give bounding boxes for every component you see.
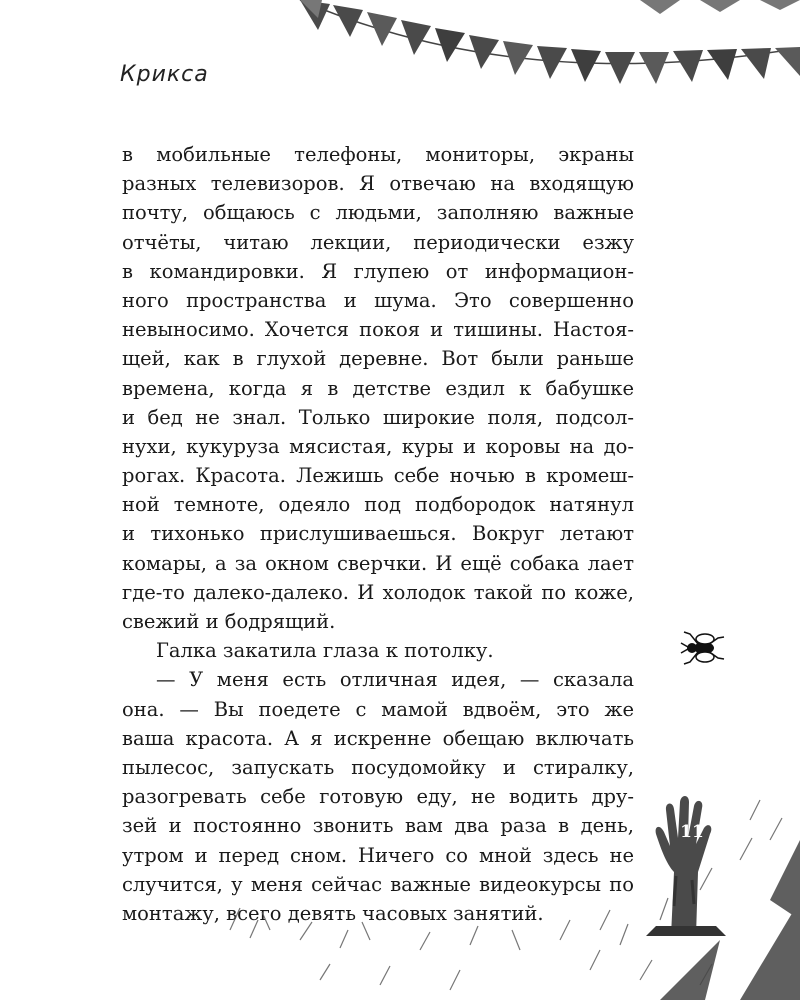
text-line: зей и постоянно звонить вам два раза в день, [122,814,634,838]
text-line: и бед не знал. Только широкие поля, подсол- [122,405,634,429]
text-line: времена, когда я в детстве ездил к бабушке [122,376,634,400]
text-line: нухи, кукуруза мясистая, куры и коровы на до- [122,434,634,458]
text-line: отчёты, читаю лекции, периодически езжу [122,230,634,254]
text-line: невыносимо. Хочется покоя и тишины. Настоя- [122,318,634,342]
text-line: ваша красота. А я искренне обещаю включать [122,726,634,750]
text-line: свежий и бодрящий. [122,610,336,633]
text-line: в командировки. Я глупею от информацион- [122,259,634,283]
fly-icon [678,628,726,668]
text-line: она. — Вы поедете с мамой вдвоём, это же [122,697,634,721]
text-line: в мобильные телефоны, мониторы, экраны [122,143,634,166]
text-line: где-то далеко-далеко. И холодок такой по коже, [122,580,634,604]
text-line: случится, у меня сейчас важные видеокурсы по [122,872,634,896]
running-title: Крикса [120,62,209,87]
text-line: разных телевизоров. Я отвечаю на входящую [122,172,634,196]
page-number: 11 [680,822,704,842]
text-line: почту, общаюсь с людьми, заполняю важные [122,201,634,225]
text-line: ной темноте, одеяло под подбородок натянул [122,493,634,517]
text-line: рогах. Красота. Лежишь себе ночью в кромеш- [122,464,634,488]
text-line: — У меня есть отличная идея, — сказала [156,668,634,692]
text-line: ного пространства и шума. Это совершенно [122,288,634,312]
text-line: Галка закатила глаза к потолку. [156,639,494,663]
text-line: и тихонько прислушиваешься. Вокруг летают [122,522,634,546]
text-line: пылесос, запускать посудомойку и стиралку, [122,755,634,779]
text-line: щей, как в глухой деревне. Вот были раньше [122,347,634,371]
text-line: комары, а за окном сверчки. И ещё собака лает [122,551,634,575]
text-line: разогревать себе готовую еду, не водить дру- [122,785,634,809]
zombie-hand-illustration [636,776,736,936]
text-line: монтажу, всего девять часовых занятий. [122,901,544,925]
text-line: утром и перед сном. Ничего со мной здесь не [122,843,634,867]
